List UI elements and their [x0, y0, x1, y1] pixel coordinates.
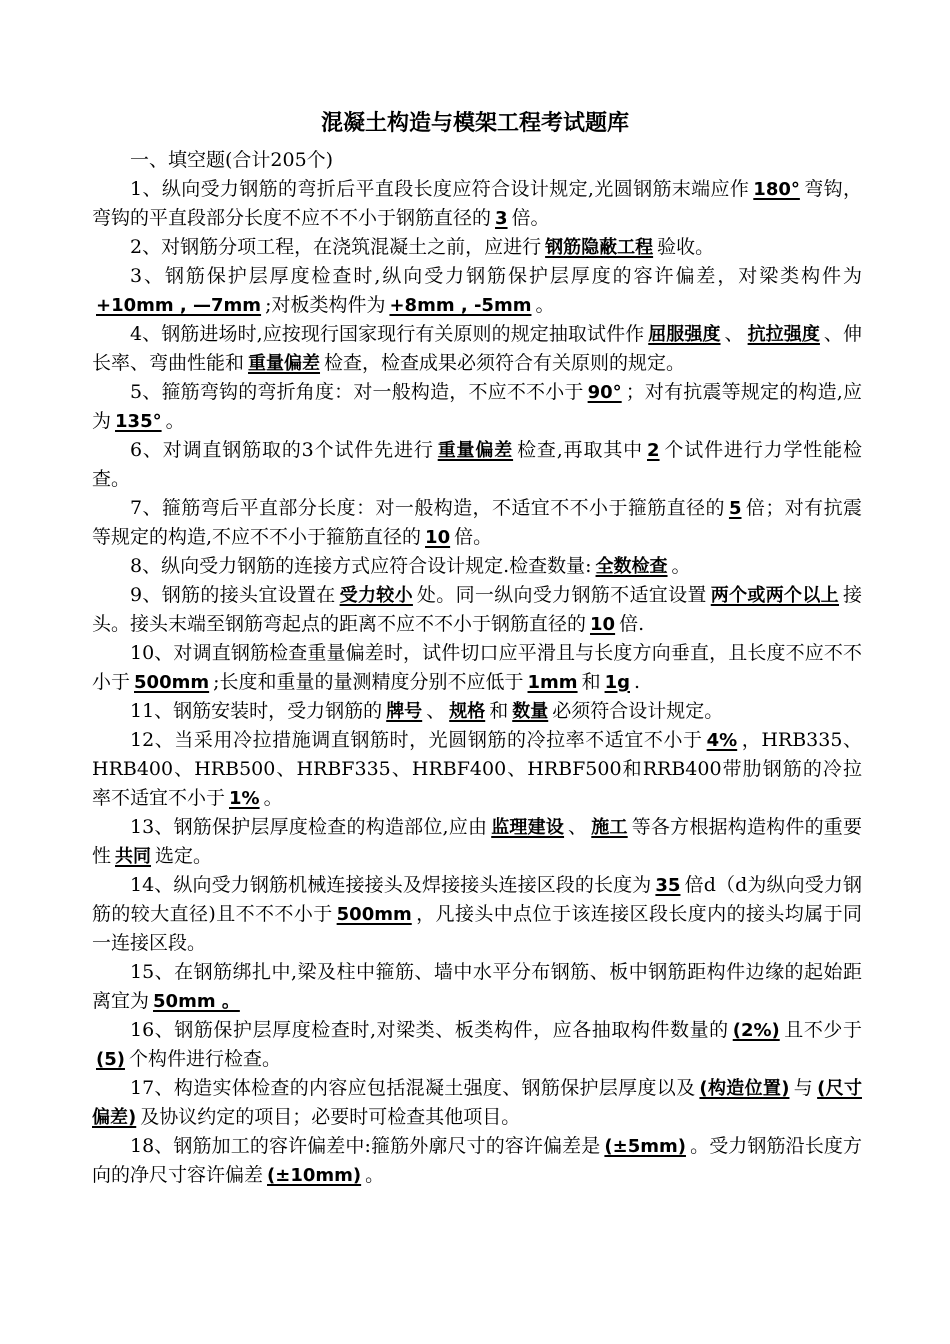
answer-blank: 重量偏差	[248, 353, 321, 374]
answer-blank: (构造位置)	[699, 1078, 790, 1099]
answer-blank: 35	[655, 875, 681, 896]
question-text: 14、纵向受力钢筋机械连接接头及焊接接头连接区段的长度为	[130, 874, 652, 896]
question-text: ；对有抗震等规定的构造,应为	[92, 381, 862, 432]
question-item	[92, 175, 862, 233]
question-text: 、	[724, 323, 744, 345]
question-text: 检查，检查成果必须符合有关原则的规定。	[324, 352, 686, 374]
answer-blank: 90°	[587, 382, 622, 403]
question-text: 倍。	[511, 207, 550, 229]
question-text: 4、钢筋进场时,应按现行国家现行有关原则的规定抽取试件作	[130, 323, 645, 345]
question-text: 必须符合设计规定。	[552, 700, 724, 722]
answer-blank: (尺寸偏差)	[92, 1078, 862, 1128]
question-text: 5、箍筋弯钩的弯折角度：对一般构造，不应不不小于	[130, 381, 584, 403]
question-list	[92, 175, 862, 1190]
answer-blank: (5)	[96, 1049, 125, 1070]
question-item	[92, 378, 862, 436]
question-text: 倍.	[619, 613, 645, 635]
question-text: 11、钢筋安装时，受力钢筋的	[130, 700, 383, 722]
question-text: 倍；对有抗震等规定的构造,不应不不小于箍筋直径的	[92, 497, 862, 548]
question-text: 13、钢筋保护层厚度检查的构造部位,应由	[130, 816, 488, 838]
question-text: 10、对调直钢筋检查重量偏差时，试件切口应平滑且与长度方向垂直，且长度不应不不小于	[92, 642, 862, 693]
question-text: 6、对调直钢筋取的3个试件先进行	[130, 439, 434, 461]
question-text: 选定。	[155, 845, 213, 867]
answer-blank: 50mm 。	[153, 991, 240, 1012]
answer-blank: 2	[647, 440, 660, 461]
question-text: 。	[671, 555, 691, 577]
answer-blank: 施工	[591, 817, 628, 838]
question-text: 等各方根据构造构件的重要性	[92, 816, 862, 867]
answer-blank: 规格	[449, 701, 486, 722]
question-text: ，HRB335、HRB400、HRB500、HRBF335、HRBF400、HRBF500和RRB400带肋钢筋的冷拉率不适宜不小于	[92, 729, 862, 809]
answer-blank: 受力较小	[339, 585, 413, 606]
answer-blank: 抗拉强度	[747, 324, 820, 345]
question-text: 。	[535, 294, 555, 316]
answer-blank: (±5mm)	[604, 1136, 686, 1157]
answer-blank: 1mm	[527, 672, 578, 693]
answer-blank: 共同	[115, 846, 152, 867]
question-text: ;长度和重量的量测精度分别不应低于	[213, 671, 524, 693]
question-text: 处。同一纵向受力钢筋不适宜设置	[416, 584, 707, 606]
document-title: 混凝土构造与模架工程考试题库	[320, 111, 629, 136]
answer-blank: 4%	[706, 730, 738, 751]
question-text: 、伸长率、弯曲性能和	[92, 323, 862, 374]
question-text: 和	[489, 700, 509, 722]
question-item	[92, 262, 862, 320]
question-text: 及协议约定的项目；必要时可检查其他项目。	[140, 1106, 521, 1128]
question-text: 12、当采用冷拉措施调直钢筋时，光圆钢筋的冷拉率不适宜不小于	[130, 729, 703, 751]
question-text: 且不少于	[783, 1019, 862, 1041]
question-text: 、	[568, 816, 588, 838]
question-text: 与	[793, 1077, 814, 1099]
question-text: 。	[165, 410, 185, 432]
answer-blank: 数量	[512, 701, 549, 722]
question-text: 。受力钢筋沿长度方向的净尺寸容许偏差	[92, 1135, 862, 1186]
question-text: 。	[365, 1164, 385, 1186]
question-text: ;对板类构件为	[265, 294, 386, 316]
answer-blank: 两个或两个以上	[710, 585, 839, 606]
question-text: 18、钢筋加工的容许偏差中:箍筋外廓尺寸的容许偏差是	[130, 1135, 601, 1157]
question-text: 15、在钢筋绑扎中,梁及柱中箍筋、墙中水平分布钢筋、板中钢筋距构件边缘的起始距离宜为	[92, 961, 862, 1012]
answer-blank: +8mm , -5mm	[389, 295, 532, 316]
question-text: 7、箍筋弯后平直部分长度：对一般构造，不适宜不不小于箍筋直径的	[130, 497, 725, 519]
question-item	[92, 1132, 862, 1190]
answer-blank: 重量偏差	[437, 440, 514, 461]
question-text: 9、钢筋的接头宜设置在	[130, 584, 336, 606]
answer-blank: 180°	[753, 179, 800, 200]
question-item	[92, 320, 862, 378]
question-text: 倍d（d为纵向受力钢筋的较大直径)且不不不小于	[92, 874, 862, 925]
answer-blank: (2%)	[732, 1020, 780, 1041]
question-text: 17、构造实体检查的内容应包括混凝土强度、钢筋保护层厚度以及	[130, 1077, 696, 1099]
section-heading: 一、填空题(合计205个)	[130, 149, 334, 171]
answer-blank: 1g	[604, 672, 630, 693]
question-item	[92, 813, 862, 871]
question-item	[92, 494, 862, 552]
question-text: 验收。	[657, 236, 715, 258]
question-item	[92, 958, 862, 1016]
answer-blank: 10	[425, 527, 451, 548]
question-item	[92, 871, 862, 958]
document-body	[92, 146, 862, 1190]
answer-blank: (±10mm)	[267, 1165, 362, 1186]
question-text: 检查,再取其中	[517, 439, 644, 461]
answer-blank: +10mm , —7mm	[96, 295, 262, 316]
question-item	[92, 436, 862, 494]
question-text: 个构件进行检查。	[128, 1048, 281, 1070]
question-text: 、	[426, 700, 446, 722]
answer-blank: 135°	[115, 411, 162, 432]
question-text: ，凡接头中点位于该连接区段长度内的接头均属于同一连接区段。	[92, 903, 862, 954]
answer-blank: 500mm	[336, 904, 412, 925]
answer-blank: 屈服强度	[648, 324, 721, 345]
answer-blank: 牌号	[386, 701, 423, 722]
question-item	[92, 1016, 862, 1074]
answer-blank: 5	[728, 498, 742, 519]
answer-blank: 钢筋隐蔽工程	[545, 237, 654, 258]
answer-blank: 1%	[229, 788, 260, 809]
question-item	[92, 726, 862, 813]
answer-blank: 全数检查	[595, 556, 668, 577]
question-text: 8、纵向受力钢筋的连接方式应符合设计规定.检查数量:	[130, 555, 592, 577]
question-text: 和	[581, 671, 601, 693]
question-item	[92, 639, 862, 697]
question-item	[92, 697, 862, 726]
answer-blank: 10	[590, 614, 616, 635]
question-text: 弯钩，弯钩的平直段部分长度不应不不小于钢筋直径的	[92, 178, 862, 229]
question-text: 2、对钢筋分项工程，在浇筑混凝土之前，应进行	[130, 236, 542, 258]
question-item	[92, 552, 862, 581]
answer-blank: 3	[495, 208, 508, 229]
answer-blank: 500mm	[134, 672, 210, 693]
question-text: 倍。	[454, 526, 493, 548]
answer-blank: 监理建设	[491, 817, 565, 838]
question-item	[92, 233, 862, 262]
question-text: .	[634, 671, 641, 693]
question-text: 16、钢筋保护层厚度检查时,对梁类、板类构件，应各抽取构件数量的	[130, 1019, 729, 1041]
question-text: 1、纵向受力钢筋的弯折后平直段长度应符合设计规定,光圆钢筋末端应作	[130, 178, 750, 200]
question-text: 接头。接头末端至钢筋弯起点的距离不应不不小于钢筋直径的	[92, 584, 863, 635]
question-text: 。	[263, 787, 283, 809]
question-text: 3、钢筋保护层厚度检查时,纵向受力钢筋保护层厚度的容许偏差，对梁类构件为	[130, 265, 862, 287]
question-text: 个试件进行力学性能检查。	[92, 439, 862, 490]
question-item	[92, 1074, 862, 1132]
question-item	[92, 581, 862, 639]
